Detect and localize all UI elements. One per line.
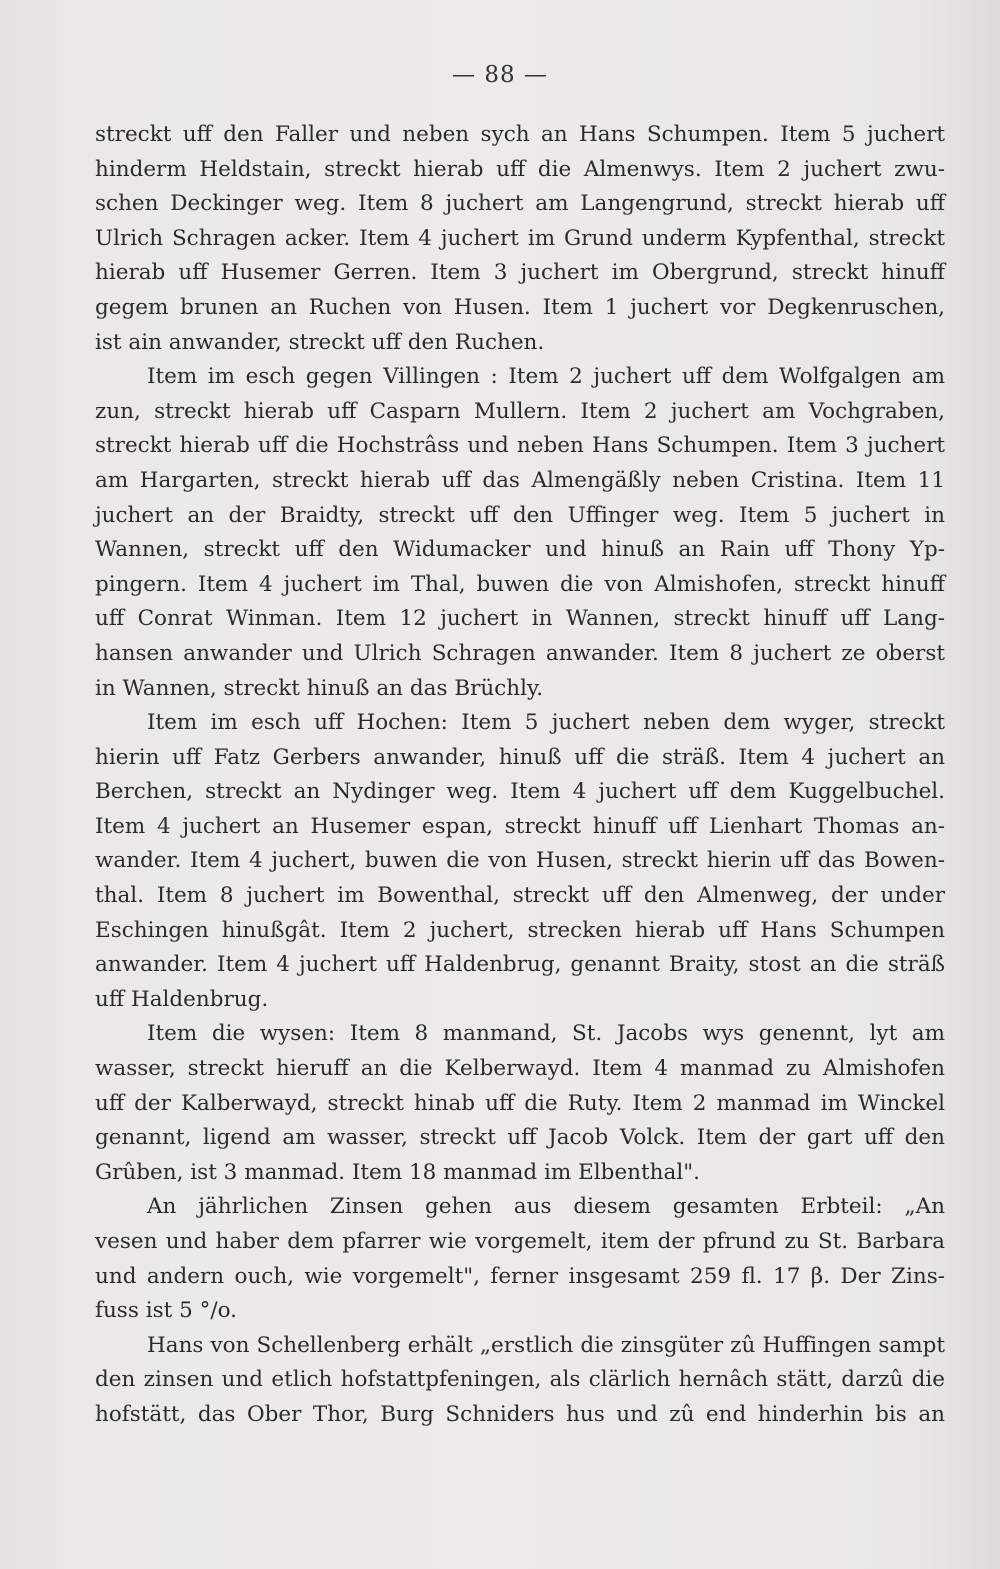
page-number: — 88 —: [452, 62, 548, 88]
text-line: wasser, streckt hieruff an die Kelberwayd. Item 4 manmad zu Almishofen: [95, 1056, 945, 1082]
text-line: streckt hierab uff die Hochstrâss und neben Hans Schumpen. Item 3 juchert: [95, 433, 945, 459]
text-line: zun, streckt hierab uff Casparn Mullern. Item 2 juchert am Vochgraben,: [95, 398, 945, 424]
text-line: und andern ouch, wie vorgemelt", ferner insgesamt 259 fl. 17 β. Der Zins-: [95, 1263, 945, 1289]
text-line: juchert an der Braidty, streckt uff den Uffinger weg. Item 5 juchert in: [95, 502, 945, 528]
text-line: hierab uff Husemer Gerren. Item 3 juchert im Obergrund, streckt hinuff: [95, 260, 945, 286]
text-line: Eschingen hinußgât. Item 2 juchert, strecken hierab uff Hans Schumpen: [95, 917, 945, 943]
paragraph-start-line: Item die wysen: Item 8 manmand, St. Jacobs wys genennt, lyt am: [147, 1021, 945, 1047]
text-line: Grûben, ist 3 manmad. Item 18 manmad im Elbenthal".: [95, 1159, 700, 1185]
text-line: vesen und haber dem pfarrer wie vorgemelt, item der pfrund zu St. Barbara: [95, 1229, 945, 1254]
text-line: den zinsen und etlich hofstattpfeningen, als clärlich hernâch stätt, darzû die: [95, 1367, 945, 1393]
paragraph-start-line: Item im esch uff Hochen: Item 5 juchert neben dem wyger, streckt: [147, 710, 945, 736]
text-line: streckt uff den Faller und neben sych an Hans Schumpen. Item 5 juchert: [95, 122, 945, 147]
text-line: pingern. Item 4 juchert im Thal, buwen die von Almishofen, streckt hinuff: [95, 571, 945, 597]
text-line: thal. Item 8 juchert im Bowenthal, streckt uff den Almenweg, der under: [95, 883, 945, 909]
text-line: uff Haldenbrug.: [95, 986, 269, 1012]
text-line: fuss ist 5 °/o.: [95, 1298, 237, 1324]
text-line: Wannen, streckt uff den Widumacker und hinuß an Rain uff Thony Yp-: [95, 537, 945, 563]
text-line: hansen anwander und Ulrich Schragen anwander. Item 8 juchert ze oberst: [95, 640, 945, 666]
text-line: schen Deckinger weg. Item 8 juchert am Langengrund, streckt hierab uff: [95, 191, 945, 217]
paragraph-start-line: Item im esch gegen Villingen : Item 2 juchert uff dem Wolfgalgen am: [147, 364, 945, 390]
text-line: Berchen, streckt an Nydinger weg. Item 4 juchert uff dem Kuggelbuchel.: [95, 779, 945, 805]
text-line: in Wannen, streckt hinuß an das Brüchly.: [95, 675, 544, 701]
body-text: [95, 118, 945, 1433]
text-line: hierin uff Fatz Gerbers anwander, hinuß uff die sträß. Item 4 juchert an: [95, 744, 945, 770]
text-line: wander. Item 4 juchert, buwen die von Husen, streckt hierin uff das Bowen-: [95, 848, 945, 874]
text-line: hinderm Heldstain, streckt hierab uff die Almenwys. Item 2 juchert zwu-: [95, 156, 945, 182]
text-line: genannt, ligend am wasser, streckt uff Jacob Volck. Item der gart uff den: [95, 1125, 945, 1151]
text-line: uff Conrat Winman. Item 12 juchert in Wannen, streckt hinuff uff Lang-: [95, 606, 945, 632]
text-line: am Hargarten, streckt hierab uff das Almengäßly neben Cristina. Item 11: [95, 467, 945, 493]
paragraph-start-line: Hans von Schellenberg erhält „erstlich die zinsgüter zû Huffingen sampt: [147, 1332, 945, 1358]
paragraph-start-line: An jährlichen Zinsen gehen aus diesem gesamten Erbteil: „An: [147, 1194, 945, 1220]
text-line: Item 4 juchert an Husemer espan, streckt hinuff uff Lienhart Thomas an-: [95, 813, 945, 839]
text-line: Ulrich Schragen acker. Item 4 juchert im Grund underm Kypfenthal, streckt: [95, 225, 945, 251]
text-line: ist ain anwander, streckt uff den Ruchen.: [95, 329, 545, 355]
text-line: gegem brunen an Ruchen von Husen. Item 1 juchert vor Degkenruschen,: [95, 294, 945, 320]
text-line: uff der Kalberwayd, streckt hinab uff die Ruty. Item 2 manmad im Winckel: [95, 1090, 945, 1116]
text-line: anwander. Item 4 juchert uff Haldenbrug, genannt Braity, stost an die sträß: [95, 952, 945, 978]
text-line: hofstätt, das Ober Thor, Burg Schniders hus und zû end hinderhin bis an: [95, 1401, 945, 1427]
